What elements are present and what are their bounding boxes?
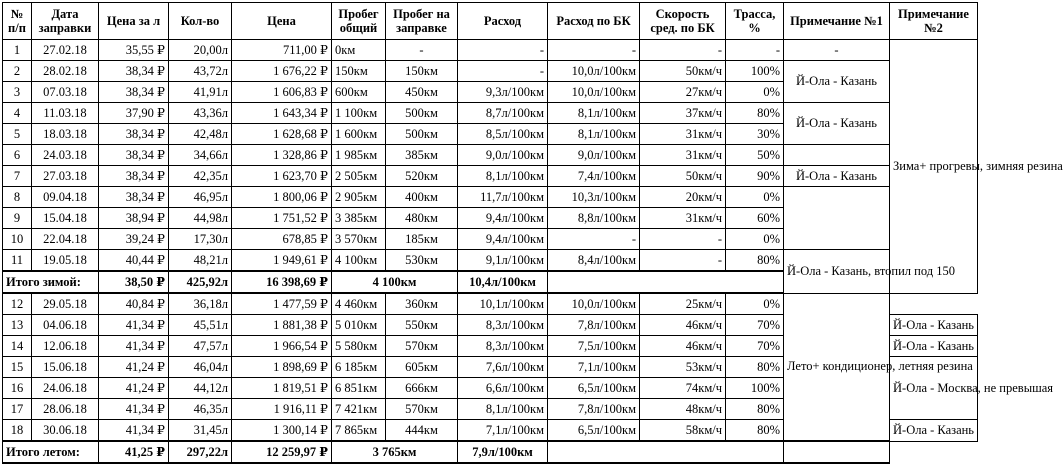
- table-cell: 570км: [386, 336, 458, 357]
- table-cell: 31км/ч: [640, 124, 726, 145]
- table-cell: 13: [3, 315, 32, 336]
- table-cell: 530км: [386, 250, 458, 272]
- table-cell: 7,4л/100км: [548, 166, 640, 187]
- table-cell: 500км: [386, 124, 458, 145]
- table-cell: 58км/ч: [640, 420, 726, 442]
- column-header: Пробег общий: [332, 3, 386, 40]
- column-header: Расход: [458, 3, 548, 40]
- column-header: Кол-во: [169, 3, 232, 40]
- table-cell: 0%: [726, 82, 784, 103]
- table-cell: 0%: [726, 293, 784, 315]
- table-row: [3, 40, 978, 61]
- table-cell: -: [458, 61, 548, 82]
- empty-cell: [548, 441, 784, 463]
- table-row: [3, 145, 978, 166]
- table-cell: 27км/ч: [640, 82, 726, 103]
- table-cell: 10,3л/100км: [548, 187, 640, 208]
- table-cell: 1 819,51 ₽: [232, 378, 332, 399]
- table-row: [3, 103, 978, 124]
- table-cell: 2 905км: [332, 187, 386, 208]
- table-cell: 50км/ч: [640, 166, 726, 187]
- table-cell: 9,0л/100км: [548, 145, 640, 166]
- table-cell: 10,0л/100км: [548, 61, 640, 82]
- table-cell: 6,5л/100км: [548, 420, 640, 442]
- table-cell: 1 300,14 ₽: [232, 420, 332, 442]
- table-cell: 22.04.18: [32, 229, 99, 250]
- summer-total-row: [3, 441, 978, 463]
- table-cell: 10,0л/100км: [548, 293, 640, 315]
- table-cell: 31км/ч: [640, 208, 726, 229]
- summer_total-mileage: 3 765км: [332, 441, 458, 463]
- table-cell: 1 477,59 ₽: [232, 293, 332, 315]
- table-cell: 29.05.18: [32, 293, 99, 315]
- table-cell: -: [548, 229, 640, 250]
- table-cell: 42,35л: [169, 166, 232, 187]
- empty-cell: [784, 441, 890, 463]
- note1-cell: Й-Ола - Казань: [784, 103, 890, 145]
- table-cell: 7,8л/100км: [548, 315, 640, 336]
- table-cell: 48,21л: [169, 250, 232, 272]
- table-cell: 80%: [726, 357, 784, 378]
- table-cell: 38,34 ₽: [99, 124, 169, 145]
- table-cell: 520км: [386, 166, 458, 187]
- note1-cell: Й-Ола - Казань: [890, 420, 978, 442]
- table-cell: 28.06.18: [32, 399, 99, 420]
- table-cell: 20км/ч: [640, 187, 726, 208]
- table-cell: 10,1л/100км: [458, 293, 548, 315]
- table-cell: -: [548, 40, 640, 61]
- winter_total-cost: 16 398,69 ₽: [232, 271, 332, 293]
- note1-cell: Й-Ола - Москва, не превышая: [890, 357, 978, 420]
- summer_total-cost: 12 259,97 ₽: [232, 441, 332, 463]
- table-cell: 7 421км: [332, 399, 386, 420]
- table-cell: 18: [3, 420, 32, 442]
- note1-cell: Й-Ола - Казань: [890, 315, 978, 336]
- table-cell: 30%: [726, 124, 784, 145]
- table-cell: 4 100км: [332, 250, 386, 272]
- table-cell: 04.06.18: [32, 315, 99, 336]
- table-cell: 44,98л: [169, 208, 232, 229]
- table-cell: 44,12л: [169, 378, 232, 399]
- table-cell: 8,1л/100км: [548, 103, 640, 124]
- table-cell: 185км: [386, 229, 458, 250]
- table-cell: 385км: [386, 145, 458, 166]
- table-cell: 41,34 ₽: [99, 336, 169, 357]
- table-row: [3, 187, 978, 208]
- table-row: [3, 250, 978, 272]
- table-cell: 36,18л: [169, 293, 232, 315]
- table-cell: 27.02.18: [32, 40, 99, 61]
- table-cell: 46км/ч: [640, 315, 726, 336]
- table-cell: 5 010км: [332, 315, 386, 336]
- table-cell: 28.02.18: [32, 61, 99, 82]
- table-cell: 7,8л/100км: [548, 399, 640, 420]
- table-cell: 6 185км: [332, 357, 386, 378]
- table-cell: 150км: [332, 61, 386, 82]
- table-cell: 25км/ч: [640, 293, 726, 315]
- note2-winter: Зима+ прогревы, зимняя резина: [890, 40, 978, 294]
- table-cell: 1 881,38 ₽: [232, 315, 332, 336]
- table-cell: 570км: [386, 399, 458, 420]
- note2-summer: Лето+ кондиционер, летняя резина: [784, 293, 890, 441]
- table-cell: 24.03.18: [32, 145, 99, 166]
- table-cell: 80%: [726, 250, 784, 272]
- table-cell: 3 385км: [332, 208, 386, 229]
- table-cell: 8,1л/100км: [548, 124, 640, 145]
- table-cell: 80%: [726, 399, 784, 420]
- table-cell: 500км: [386, 103, 458, 124]
- table-cell: 41,34 ₽: [99, 315, 169, 336]
- table-cell: 550км: [386, 315, 458, 336]
- winter_total-qty: 425,92л: [169, 271, 232, 293]
- empty-cell: [548, 271, 784, 293]
- table-cell: 50%: [726, 145, 784, 166]
- column-header: Примечание №2: [890, 3, 978, 40]
- table-cell: 37км/ч: [640, 103, 726, 124]
- table-cell: 100%: [726, 378, 784, 399]
- table-cell: 8,1л/100км: [458, 399, 548, 420]
- summer_total-label: Итого летом:: [3, 441, 99, 463]
- table-cell: 1 949,61 ₽: [232, 250, 332, 272]
- table-cell: 8: [3, 187, 32, 208]
- table-cell: 07.03.18: [32, 82, 99, 103]
- table-cell: 360км: [386, 293, 458, 315]
- table-cell: 10,0л/100км: [548, 82, 640, 103]
- table-row: [3, 293, 978, 315]
- table-cell: 400км: [386, 187, 458, 208]
- column-header: № п/п: [3, 3, 32, 40]
- column-header: Пробег на заправке: [386, 3, 458, 40]
- table-cell: 37,90 ₽: [99, 103, 169, 124]
- table-cell: -: [726, 40, 784, 61]
- table-cell: 41,34 ₽: [99, 420, 169, 442]
- winter_total-mileage: 4 100км: [332, 271, 458, 293]
- table-cell: 3 570км: [332, 229, 386, 250]
- table-cell: 11,7л/100км: [458, 187, 548, 208]
- table-cell: 11.03.18: [32, 103, 99, 124]
- table-cell: 1 606,83 ₽: [232, 82, 332, 103]
- table-cell: 711,00 ₽: [232, 40, 332, 61]
- table-cell: 450км: [386, 82, 458, 103]
- note1-cell: Й-Ола - Казань: [890, 336, 978, 357]
- table-cell: 4 460км: [332, 293, 386, 315]
- table-cell: 1 800,06 ₽: [232, 187, 332, 208]
- table-cell: 50км/ч: [640, 61, 726, 82]
- winter_total-price-per-l: 38,50 ₽: [99, 271, 169, 293]
- table-cell: 8,7л/100км: [458, 103, 548, 124]
- table-cell: 6,5л/100км: [548, 378, 640, 399]
- table-cell: 1 916,11 ₽: [232, 399, 332, 420]
- table-cell: 12.06.18: [32, 336, 99, 357]
- table-cell: 8,4л/100км: [548, 250, 640, 272]
- table-cell: 8,3л/100км: [458, 315, 548, 336]
- table-cell: 6,6л/100км: [458, 378, 548, 399]
- table-cell: 90%: [726, 166, 784, 187]
- table-cell: 70%: [726, 336, 784, 357]
- table-cell: 9,4л/100км: [458, 229, 548, 250]
- table-cell: 41,24 ₽: [99, 378, 169, 399]
- table-cell: 24.06.18: [32, 378, 99, 399]
- note1-cell: -: [784, 40, 890, 61]
- table-cell: 40,44 ₽: [99, 250, 169, 272]
- table-cell: 8,3л/100км: [458, 336, 548, 357]
- table-cell: 15.06.18: [32, 357, 99, 378]
- table-cell: 38,34 ₽: [99, 61, 169, 82]
- table-cell: 0км: [332, 40, 386, 61]
- note1-cell: Й-Ола - Казань: [784, 166, 890, 187]
- header-row: [3, 3, 978, 40]
- table-row: [3, 61, 978, 82]
- table-cell: 9: [3, 208, 32, 229]
- table-cell: 7,1л/100км: [458, 420, 548, 442]
- table-cell: 53км/ч: [640, 357, 726, 378]
- table-cell: 600км: [332, 82, 386, 103]
- table-cell: 2: [3, 61, 32, 82]
- table-cell: 9,1л/100км: [458, 250, 548, 272]
- table-cell: 8,5л/100км: [458, 124, 548, 145]
- table-cell: 1 623,70 ₽: [232, 166, 332, 187]
- summer_total-qty: 297,22л: [169, 441, 232, 463]
- table-cell: 31км/ч: [640, 145, 726, 166]
- table-cell: 7,5л/100км: [548, 336, 640, 357]
- table-cell: 0%: [726, 229, 784, 250]
- table-cell: 480км: [386, 208, 458, 229]
- table-cell: 9,0л/100км: [458, 145, 548, 166]
- table-cell: 46,35л: [169, 399, 232, 420]
- table-cell: 0%: [726, 187, 784, 208]
- table-cell: 45,51л: [169, 315, 232, 336]
- table-cell: 14: [3, 336, 32, 357]
- table-cell: 41,34 ₽: [99, 399, 169, 420]
- table-cell: 7,6л/100км: [458, 357, 548, 378]
- table-cell: 1 100км: [332, 103, 386, 124]
- table-cell: 35,55 ₽: [99, 40, 169, 61]
- table-cell: 8,8л/100км: [548, 208, 640, 229]
- table-cell: -: [458, 40, 548, 61]
- table-cell: 3: [3, 82, 32, 103]
- table-cell: 605км: [386, 357, 458, 378]
- table-cell: 1 676,22 ₽: [232, 61, 332, 82]
- table-cell: 100%: [726, 61, 784, 82]
- table-cell: 12: [3, 293, 32, 315]
- table-cell: 2 505км: [332, 166, 386, 187]
- table-cell: 80%: [726, 103, 784, 124]
- table-cell: 38,34 ₽: [99, 187, 169, 208]
- column-header: Цена: [232, 3, 332, 40]
- table-cell: 48км/ч: [640, 399, 726, 420]
- table-cell: 42,48л: [169, 124, 232, 145]
- table-cell: 46,04л: [169, 357, 232, 378]
- table-cell: 6: [3, 145, 32, 166]
- table-cell: 9,3л/100км: [458, 82, 548, 103]
- table-cell: 5 580км: [332, 336, 386, 357]
- table-cell: 40,84 ₽: [99, 293, 169, 315]
- table-cell: 31,45л: [169, 420, 232, 442]
- table-cell: 38,34 ₽: [99, 145, 169, 166]
- column-header: Скорость сред. по БК: [640, 3, 726, 40]
- table-cell: 27.03.18: [32, 166, 99, 187]
- table-cell: 6 851км: [332, 378, 386, 399]
- table-cell: 444км: [386, 420, 458, 442]
- column-header: Дата заправки: [32, 3, 99, 40]
- column-header: Расход по БК: [548, 3, 640, 40]
- summer_total-consumption: 7,9л/100км: [458, 441, 548, 463]
- note1-cell: [784, 145, 890, 166]
- summer_total-price-per-l: 41,25 ₽: [99, 441, 169, 463]
- table-cell: 17: [3, 399, 32, 420]
- table-cell: 1 985км: [332, 145, 386, 166]
- table-cell: 1 898,69 ₽: [232, 357, 332, 378]
- table-cell: 9,4л/100км: [458, 208, 548, 229]
- table-cell: 34,66л: [169, 145, 232, 166]
- table-cell: 38,34 ₽: [99, 82, 169, 103]
- table-cell: 60%: [726, 208, 784, 229]
- table-cell: 80%: [726, 420, 784, 442]
- table-cell: 17,30л: [169, 229, 232, 250]
- column-header: Трасса, %: [726, 3, 784, 40]
- table-cell: 46,95л: [169, 187, 232, 208]
- fuel-log-table: [2, 2, 1063, 464]
- table-cell: -: [386, 40, 458, 61]
- table-cell: 20,00л: [169, 40, 232, 61]
- table-cell: 1: [3, 40, 32, 61]
- table-cell: 7: [3, 166, 32, 187]
- table-cell: 666км: [386, 378, 458, 399]
- table-cell: 1 328,86 ₽: [232, 145, 332, 166]
- table-cell: 10: [3, 229, 32, 250]
- winter_total-label: Итого зимой:: [3, 271, 99, 293]
- table-cell: -: [640, 229, 726, 250]
- note1-cell: Й-Ола - Казань, втопил под 150: [784, 250, 890, 294]
- table-cell: 41,24 ₽: [99, 357, 169, 378]
- table-cell: 15: [3, 357, 32, 378]
- table-cell: 38,34 ₽: [99, 166, 169, 187]
- table-cell: 150км: [386, 61, 458, 82]
- table-cell: 74км/ч: [640, 378, 726, 399]
- table-row: [3, 166, 978, 187]
- table-cell: 7 865км: [332, 420, 386, 442]
- table-cell: -: [640, 40, 726, 61]
- column-header: Примечание №1: [784, 3, 890, 40]
- table-cell: 70%: [726, 315, 784, 336]
- table-cell: 38,94 ₽: [99, 208, 169, 229]
- winter_total-consumption: 10,4л/100км: [458, 271, 548, 293]
- table-cell: 46км/ч: [640, 336, 726, 357]
- column-header: Цена за л: [99, 3, 169, 40]
- table-cell: 09.04.18: [32, 187, 99, 208]
- table-cell: 5: [3, 124, 32, 145]
- table-cell: 41,91л: [169, 82, 232, 103]
- table-cell: 15.04.18: [32, 208, 99, 229]
- table-cell: 1 628,68 ₽: [232, 124, 332, 145]
- table-cell: 8,1л/100км: [458, 166, 548, 187]
- table-cell: 7,1л/100км: [548, 357, 640, 378]
- table-cell: 16: [3, 378, 32, 399]
- table-cell: 39,24 ₽: [99, 229, 169, 250]
- table-cell: 30.06.18: [32, 420, 99, 442]
- table-cell: -: [640, 250, 726, 272]
- table-cell: 1 600км: [332, 124, 386, 145]
- table-cell: 11: [3, 250, 32, 272]
- table-cell: 43,72л: [169, 61, 232, 82]
- table-cell: 1 643,34 ₽: [232, 103, 332, 124]
- note1-cell: Й-Ола - Казань: [784, 61, 890, 103]
- table-cell: 1 966,54 ₽: [232, 336, 332, 357]
- table-cell: 4: [3, 103, 32, 124]
- table-cell: 43,36л: [169, 103, 232, 124]
- table-cell: 18.03.18: [32, 124, 99, 145]
- note1-cell: [784, 187, 890, 250]
- table-cell: 678,85 ₽: [232, 229, 332, 250]
- table-cell: 1 751,52 ₽: [232, 208, 332, 229]
- table-cell: 47,57л: [169, 336, 232, 357]
- table-cell: 19.05.18: [32, 250, 99, 272]
